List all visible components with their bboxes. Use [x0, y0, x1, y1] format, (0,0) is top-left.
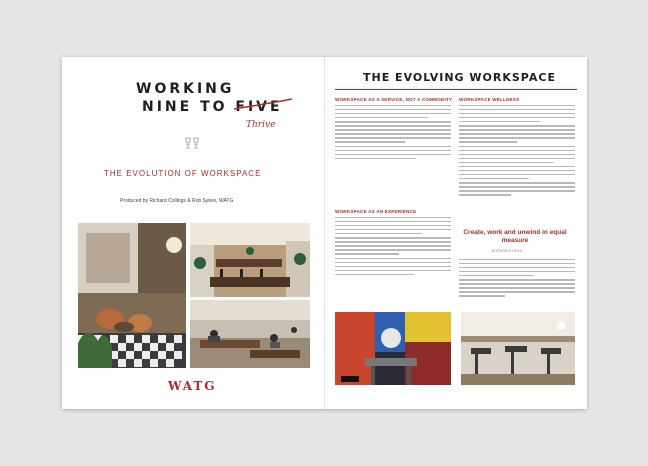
cover-title-line1: WORKING	[136, 81, 235, 97]
section-heading: WORKSPACE AS AN EXPERIENCE	[335, 209, 417, 214]
pull-quote: Create, work and unwind in equal measure	[463, 229, 567, 244]
cover-credit: Produced by Richard Collings & Rob Sykes, WATG	[120, 198, 234, 204]
article-title: THE EVOLVING WORKSPACE	[363, 71, 556, 84]
cover-title-line2: NINE TO FIVE	[142, 99, 283, 115]
article-page	[325, 57, 587, 409]
photo-colorful-interior	[335, 312, 451, 385]
section-body-text	[335, 105, 451, 162]
section-heading: WORKSPACE AS A SERVICE, NOT A COMMODITY	[335, 97, 453, 102]
section-heading: WORKSPACE WELLNESS	[459, 97, 520, 102]
cover-subtitle: THE EVOLUTION OF WORKSPACE	[104, 169, 262, 178]
section-body-text	[335, 217, 451, 278]
cover-title-handwritten: Thrive	[246, 120, 276, 130]
magazine-spread	[62, 57, 587, 409]
photo-workspace	[190, 300, 310, 368]
cover-page	[62, 57, 324, 409]
photo-cafe-corner	[78, 223, 186, 368]
title-rule	[335, 89, 577, 90]
section-body-text	[459, 105, 575, 198]
section-body-text	[459, 259, 575, 299]
photo-gym	[461, 312, 575, 385]
pull-quote-source: WORKPATH HOLD	[491, 249, 523, 253]
photo-open-office	[190, 223, 310, 297]
office-chairs-icon	[184, 135, 200, 151]
watg-logo: WATG	[168, 379, 217, 393]
strikethrough-mark	[232, 97, 294, 113]
